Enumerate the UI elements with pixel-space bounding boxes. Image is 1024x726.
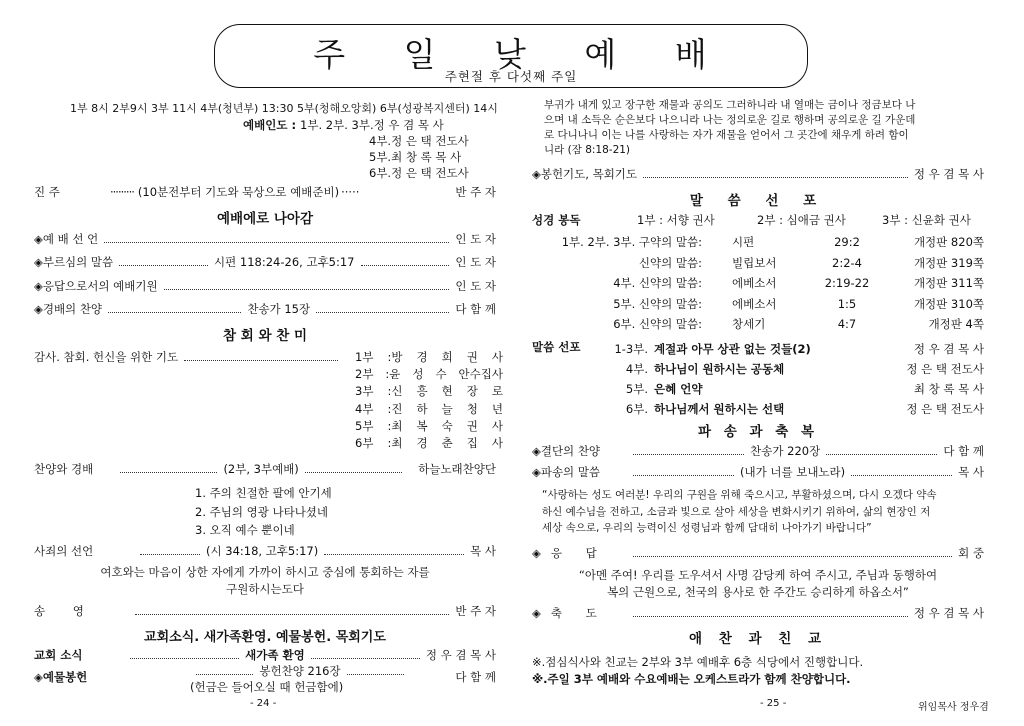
order-row: ◈파송의 말씀 (내가 너를 보내노라) 목 사 [532, 465, 984, 479]
scripture-verse: 부귀가 내게 있고 장구한 재물과 공의도 그러하니라 내 열매는 금이나 정금보다 나 으며 내 소득은 순은보다 나으니라 나는 정의로운 길로 행하며 공의로운 길 가운데 로 다니나니 이는 나를 사랑하는 자가 재물을 얻어서 그 곳간에 채우게 하려 함이 니라 (잠 8:18-21) [544, 99, 916, 156]
page-number: - 24 - [250, 698, 277, 709]
page-number: - 25 - [760, 698, 787, 709]
response-text: “아멘 주여! 우리를 도우셔서 사명 감당케 하여 주시고, 주님과 동행하여 복의 근원으로, 천국의 용사로 한 주간도 승리하게 하옵소서” [578, 568, 938, 599]
sending-text: “사랑하는 성도 여러분! 우리의 구원을 위해 죽으시고, 부활하셨으며, 다시 오겠다 약속 하신 예수님을 전하고, 소금과 빛으로 살아 세상을 변화시키기 위하여, 삶의 현장인 저 세상 속으로, 우리의 능력이신 성령님과 함께 담대히 나아가기 바랍니다” [542, 489, 937, 534]
readings-table: 1부. 2부. 3부. 구약의 말씀: 시편 29:2 개정판 820쪽 신약의 말씀: 빌립보서 2:2-4 개정판 319쪽 4부. 신약의 말씀: 에베소서 2:19-22 개정판 311쪽 5부. 신약의 말씀: 에베소서 1:5 개정판 310쪽 6부. 신약의 말씀: 창세기 4:7 개정판 4쪽 [561, 235, 984, 332]
section-heading: 파 송 과 축 복 [697, 424, 818, 440]
offering-hymn: 봉헌찬양 216장 [190, 663, 410, 679]
section-heading: 예배에로 나아감 [217, 211, 313, 227]
leader-line: 예배인도 : 1부. 2부. 3부.정 우 겸 목 사 [243, 118, 444, 132]
leader-line: 6부.정 은 택 전도사 [369, 166, 469, 180]
offering-row: ◈예물봉헌 다 함 께 [34, 670, 496, 684]
order-row: ◈응답으로서의 예배기원 인 도 자 [34, 279, 496, 293]
section-heading: 교회소식. 새가족환영. 예물봉헌. 목회기도 [144, 630, 386, 645]
notice-list: ※.점심식사와 친교는 2부와 3부 예배후 6층 식당에서 진행합니다. ※.주일 3부 예배와 수요예배는 오케스트라가 함께 찬양합니다. [532, 655, 864, 686]
page-title: 주 일 낮 예 배 [313, 35, 709, 74]
order-row: ◈부르심의 말씀 시편 118:24-26, 고후5:17 인 도 자 [34, 255, 497, 269]
news-row: 교회 소식 새가족 환영 정 우 겸 목 사 [34, 648, 497, 662]
section-heading: 참 회 와 찬 미 [222, 328, 307, 344]
declaration-text: 여호와는 마음이 상한 자에게 가까이 하시고 중심에 통회하는 자를 구원하시는도다 [100, 565, 430, 596]
title-box [214, 24, 808, 88]
page-subtitle: 주현절 후 다섯째 주일 [444, 69, 578, 84]
order-row: ◈결단의 찬양 찬송가 220장 다 함 께 [532, 444, 984, 458]
declaration-row: 사죄의 선언 (시 34:18, 고후5:17) 목 사 [34, 544, 496, 558]
sermon-label: 말씀 선포 [532, 340, 581, 354]
readers-row: 성경 봉독 1부 : 서향 권사 2부 : 심애금 권사 3부 : 신윤화 권사 [532, 213, 971, 227]
benediction-row: ◈축 도 정 우 겸 목 사 [532, 606, 984, 620]
section-heading: 애 찬 과 친 교 [688, 631, 827, 647]
order-row: ◈경배의 찬양 찬송가 15장 다 함 께 [34, 302, 497, 316]
section-heading: 말 씀 선 포 [689, 193, 827, 209]
order-row: ◈예 배 선 언 인 도 자 [34, 232, 496, 246]
service-times: 1부 8시 2부9시 3부 11시 4부(청년부) 13:30 5부(청해오앙회) 6부(성광복지센터) 14시 [70, 102, 498, 115]
offering-note: (헌금은 들어오실 때 헌금함에) [190, 680, 344, 694]
leader-line: 4부.정 은 택 전도사 [369, 134, 469, 148]
praise-row: 찬양와 경배 (2부, 3부예배) 하늘노래찬양단 [34, 462, 496, 476]
leader-line: 5부.최 창 록 목 사 [369, 150, 462, 164]
prayer-list: 1부 :방 경 희 권 사 2부 :윤 성 수 안수집사 3부 :신 흥 현 장 로 4부 :진 하 늘 청 년 5부 :최 복 숙 권 사 6부 :최 경 춘 집 사 [355, 350, 503, 451]
offer-prayer-row: ◈봉헌기도, 목회기도 정 우 겸 목 사 [532, 167, 984, 181]
song-list: 1. 주의 친절한 팔에 안기세 2. 주님의 영광 나타나셨네 3. 오직 예수 뿐이네 [195, 486, 332, 537]
response-row: ◈응 답 회 중 [532, 546, 984, 560]
sermon-list: 1-3부. 계절과 아무 상관 없는 것들(2) 정 우 겸 목 사 4부. 하나님이 원하시는 공동체 정 은 택 전도사 5부. 은혜 언약 최 창 록 목 사 6부. 하나님께서 원하시는 선택 정 은 택 전도사 [614, 342, 984, 416]
footer-pastor: 위임목사 정우겸 [918, 702, 989, 713]
anthem-row: 송 영 반 주 자 [34, 604, 496, 618]
prelude-row: 진 주 ········· (10분전부터 기도와 묵상으로 예배준비) ····· 반 주 자 [34, 185, 496, 199]
prayer-row: 감사. 참회. 헌신을 위한 기도 [34, 349, 344, 365]
